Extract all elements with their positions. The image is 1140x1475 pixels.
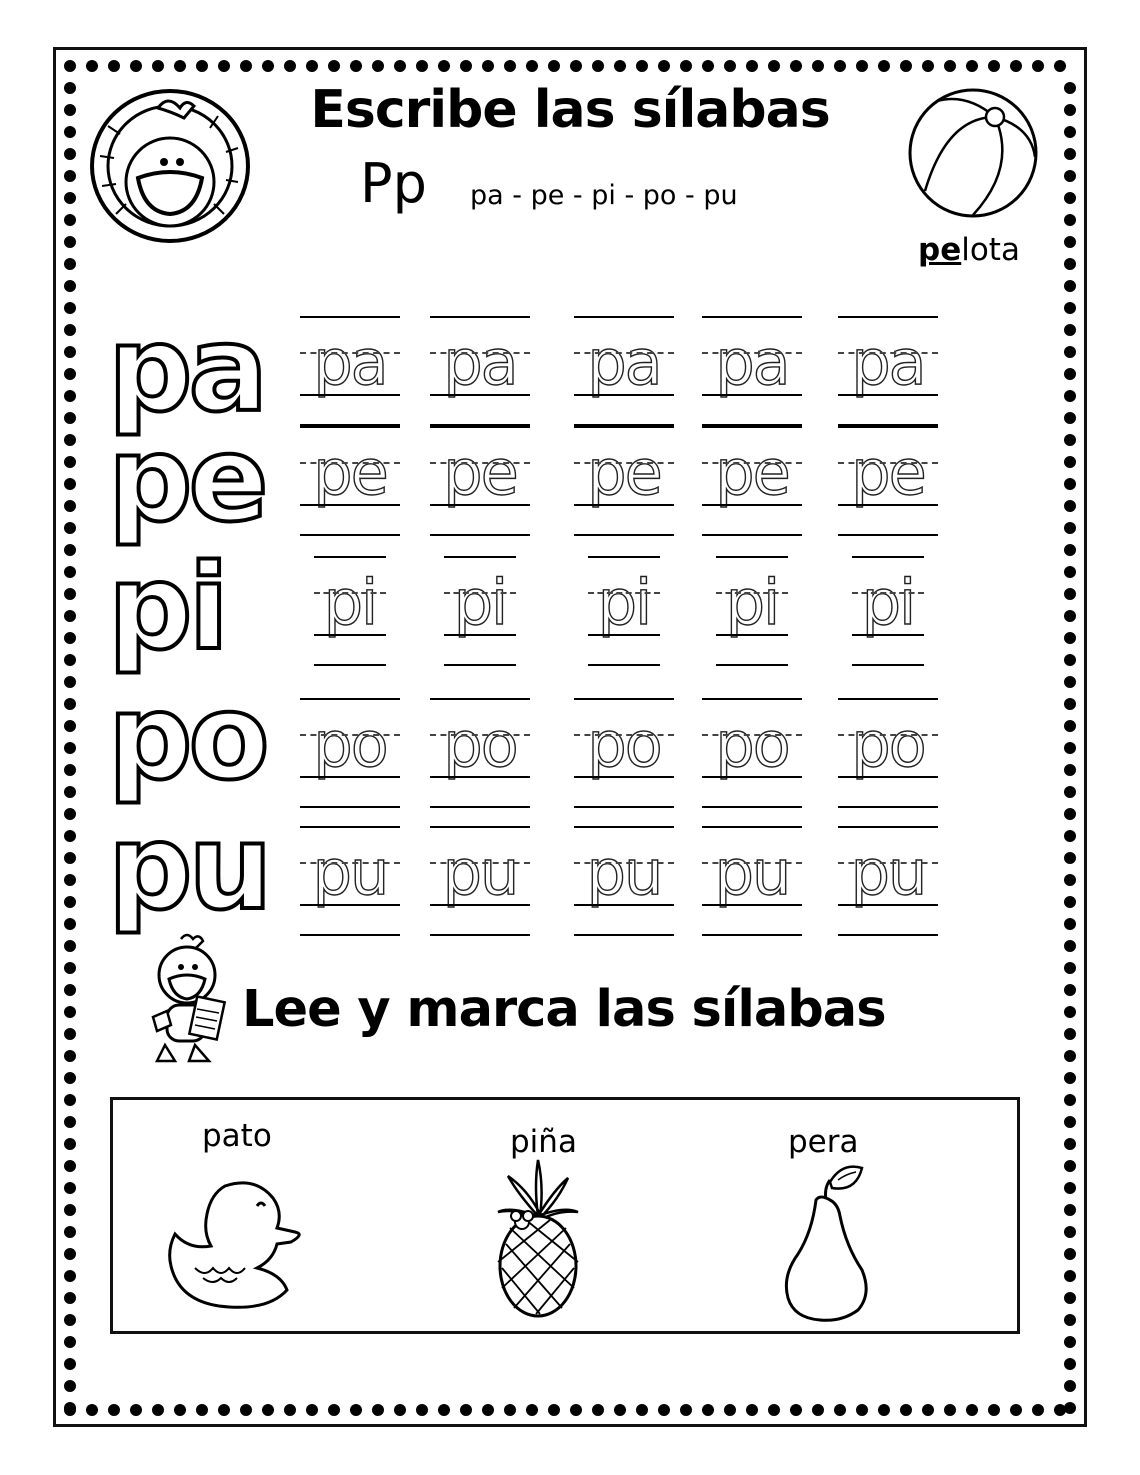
writing-line — [574, 394, 674, 396]
writing-line — [588, 592, 660, 594]
writing-line — [300, 934, 400, 936]
writing-line — [588, 556, 660, 558]
trace-pi-5[interactable]: pi — [861, 566, 915, 639]
duck-reading-icon — [145, 933, 235, 1068]
writing-line — [430, 734, 530, 736]
writing-line — [300, 904, 400, 906]
writing-line — [702, 426, 802, 428]
trace-pe-1[interactable]: pe — [313, 436, 387, 509]
writing-line — [430, 426, 530, 428]
row-label-pu: pu — [108, 798, 269, 936]
writing-line — [702, 316, 802, 318]
writing-line — [444, 634, 516, 636]
writing-line — [702, 826, 802, 828]
trace-pu-4[interactable]: pu — [714, 836, 790, 909]
writing-line — [852, 592, 924, 594]
trace-pu-1[interactable]: pu — [312, 836, 388, 909]
writing-line — [300, 698, 400, 700]
trace-pi-3[interactable]: pi — [597, 566, 651, 639]
word-pina: piña — [510, 1124, 577, 1160]
writing-line — [300, 316, 400, 318]
trace-pa-4[interactable]: pa — [715, 326, 789, 399]
writing-line — [314, 634, 386, 636]
writing-line — [574, 426, 674, 428]
writing-line — [314, 664, 386, 666]
writing-line — [702, 806, 802, 808]
writing-line — [444, 592, 516, 594]
trace-pa-3[interactable]: pa — [587, 326, 661, 399]
ball-label — [918, 232, 1020, 268]
writing-line — [430, 934, 530, 936]
word-pato: pato — [202, 1118, 272, 1154]
writing-line — [702, 394, 802, 396]
writing-line — [716, 634, 788, 636]
writing-line — [838, 806, 938, 808]
writing-line — [430, 316, 530, 318]
trace-po-5[interactable]: po — [851, 708, 925, 781]
row-label-po: po — [108, 668, 266, 806]
writing-line — [300, 426, 400, 428]
writing-line — [430, 352, 530, 354]
trace-pu-5[interactable]: pu — [850, 836, 926, 909]
writing-line — [300, 462, 400, 464]
writing-line — [300, 534, 400, 536]
ball-label-syllable: pe — [918, 232, 962, 268]
writing-line — [838, 904, 938, 906]
writing-line — [300, 504, 400, 506]
writing-line — [314, 556, 386, 558]
writing-line — [838, 316, 938, 318]
writing-line — [838, 934, 938, 936]
writing-line — [852, 556, 924, 558]
writing-line — [300, 826, 400, 828]
writing-line — [838, 394, 938, 396]
writing-line — [838, 698, 938, 700]
writing-line — [574, 904, 674, 906]
writing-line — [716, 592, 788, 594]
writing-line — [430, 806, 530, 808]
ball-label-rest: lota — [961, 232, 1020, 268]
trace-pe-4[interactable]: pe — [715, 436, 789, 509]
writing-line — [430, 776, 530, 778]
writing-line — [430, 462, 530, 464]
writing-line — [702, 934, 802, 936]
writing-line — [300, 776, 400, 778]
writing-line — [430, 826, 530, 828]
writing-line — [838, 534, 938, 536]
writing-line — [444, 664, 516, 666]
row-label-pi: pi — [108, 538, 225, 676]
trace-pe-5[interactable]: pe — [851, 436, 925, 509]
writing-line — [430, 504, 530, 506]
writing-line — [852, 664, 924, 666]
trace-pa-1[interactable]: pa — [313, 326, 387, 399]
writing-line — [300, 734, 400, 736]
word-pera: pera — [788, 1124, 859, 1160]
writing-line — [702, 904, 802, 906]
writing-line — [702, 862, 802, 864]
writing-line — [702, 534, 802, 536]
writing-line — [852, 634, 924, 636]
row-label-pe: pe — [108, 410, 265, 548]
writing-line — [702, 462, 802, 464]
writing-line — [838, 426, 938, 428]
writing-line — [430, 394, 530, 396]
trace-pa-5[interactable]: pa — [851, 326, 925, 399]
trace-pu-3[interactable]: pu — [586, 836, 662, 909]
trace-pe-3[interactable]: pe — [587, 436, 661, 509]
writing-line — [574, 504, 674, 506]
trace-pi-1[interactable]: pi — [323, 566, 377, 639]
writing-line — [300, 352, 400, 354]
writing-line — [444, 556, 516, 558]
section-title: Lee y marca las sílabas — [242, 980, 886, 1039]
writing-line — [716, 556, 788, 558]
writing-line — [574, 352, 674, 354]
trace-po-1[interactable]: po — [313, 708, 387, 781]
duck-icon — [165, 1176, 315, 1308]
writing-line — [702, 352, 802, 354]
pineapple-icon — [496, 1158, 580, 1318]
trace-pu-2[interactable]: pu — [442, 836, 518, 909]
writing-line — [300, 806, 400, 808]
writing-line — [574, 862, 674, 864]
syllable-list: pa - pe - pi - po - pu — [470, 180, 738, 211]
letter-pair: Pp — [360, 152, 427, 215]
writing-line — [702, 504, 802, 506]
writing-line — [574, 534, 674, 536]
writing-line — [574, 698, 674, 700]
writing-line — [838, 462, 938, 464]
writing-line — [838, 826, 938, 828]
writing-line — [838, 504, 938, 506]
writing-line — [574, 776, 674, 778]
writing-line — [574, 462, 674, 464]
trace-pa-2[interactable]: pa — [443, 326, 517, 399]
writing-line — [716, 664, 788, 666]
writing-line — [300, 394, 400, 396]
writing-line — [574, 826, 674, 828]
row-label-pa: pa — [108, 300, 265, 438]
writing-line — [702, 776, 802, 778]
writing-line — [588, 664, 660, 666]
writing-line — [430, 904, 530, 906]
trace-po-3[interactable]: po — [587, 708, 661, 781]
trace-pe-2[interactable]: pe — [443, 436, 517, 509]
trace-po-4[interactable]: po — [715, 708, 789, 781]
page-title: Escribe las sílabas — [310, 80, 830, 140]
writing-line — [702, 698, 802, 700]
writing-line — [430, 698, 530, 700]
trace-pi-2[interactable]: pi — [453, 566, 507, 639]
writing-line — [300, 862, 400, 864]
trace-pi-4[interactable]: pi — [725, 566, 779, 639]
writing-line — [574, 806, 674, 808]
writing-line — [314, 592, 386, 594]
writing-line — [588, 634, 660, 636]
writing-line — [838, 862, 938, 864]
beach-ball-icon — [907, 87, 1039, 219]
writing-line — [574, 316, 674, 318]
writing-line — [574, 934, 674, 936]
pear-icon — [786, 1164, 872, 1318]
trace-po-2[interactable]: po — [443, 708, 517, 781]
writing-line — [838, 776, 938, 778]
writing-line — [702, 734, 802, 736]
writing-line — [838, 352, 938, 354]
writing-line — [574, 734, 674, 736]
writing-line — [838, 734, 938, 736]
writing-line — [430, 862, 530, 864]
writing-line — [430, 534, 530, 536]
